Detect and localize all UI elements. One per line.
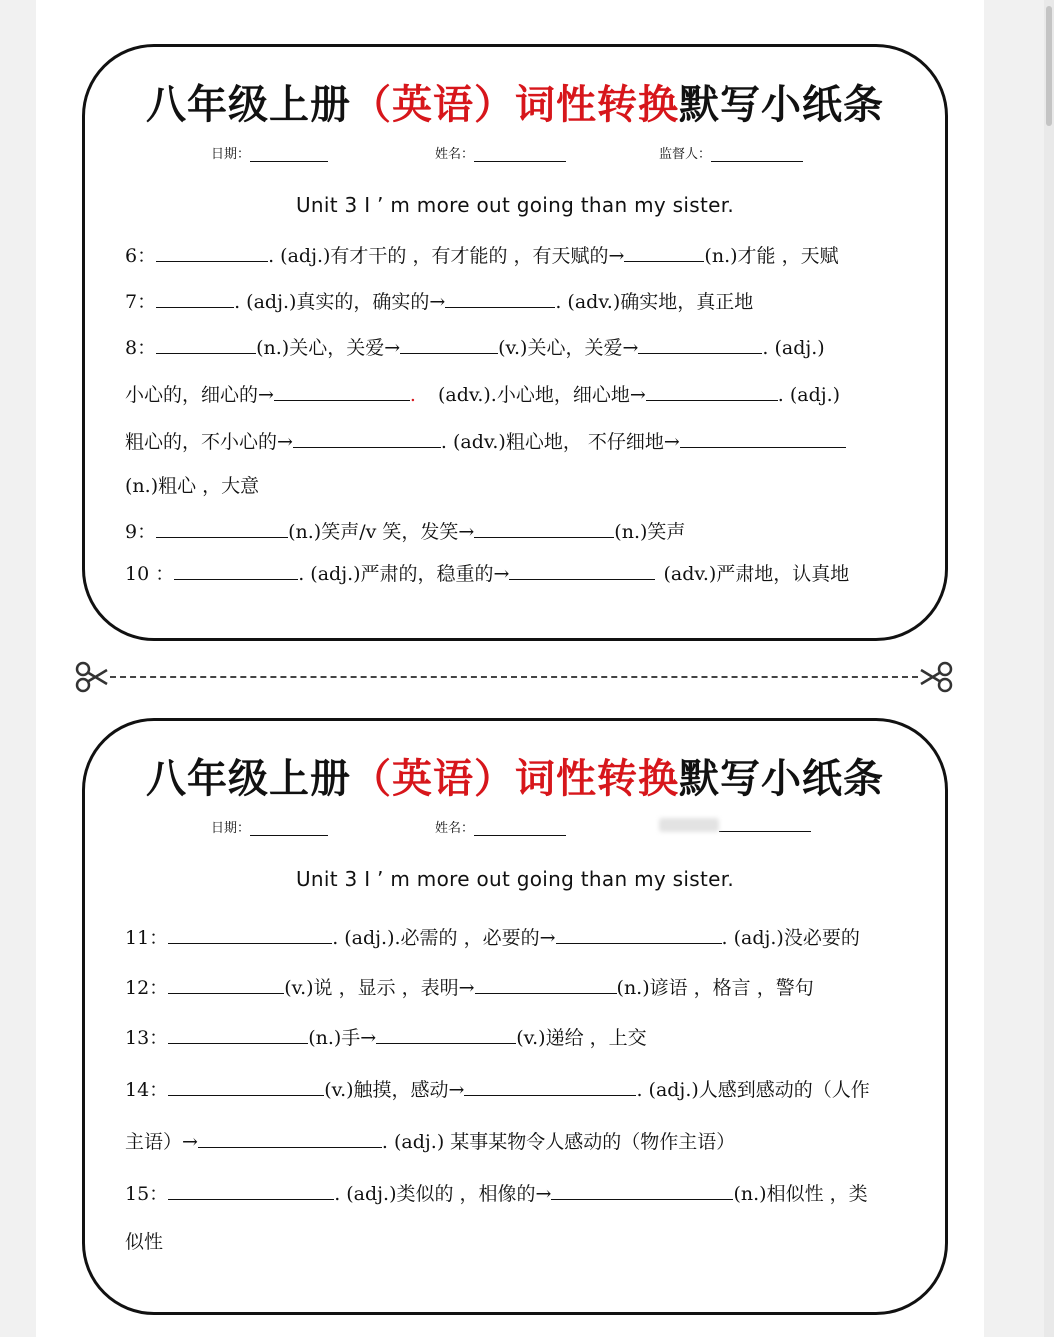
unit-heading: Unit 3 I ’ m more out going than my sister. <box>295 867 735 891</box>
question-text: (n.)相似性 ，类 <box>733 1183 868 1205</box>
answer-blank[interactable] <box>475 973 617 994</box>
question-8-line-3 <box>125 427 846 455</box>
date-blank[interactable] <box>250 147 328 162</box>
title-topic: 词性转换 <box>515 81 679 128</box>
question-6 <box>125 241 839 269</box>
title-subject: （英语） <box>351 81 515 128</box>
question-number: 9： <box>125 521 157 543</box>
name-label: 姓名： <box>435 821 475 836</box>
question-13 <box>125 1023 647 1051</box>
answer-blank[interactable] <box>174 559 298 580</box>
name-field[interactable] <box>435 143 566 162</box>
answer-blank[interactable] <box>156 333 256 354</box>
title-grade: 八年级上册 <box>146 81 351 128</box>
supervisor-field[interactable] <box>659 143 803 162</box>
question-text: (n.)手→ <box>308 1027 377 1049</box>
answer-blank[interactable] <box>156 287 234 308</box>
card-title <box>85 73 945 130</box>
question-number: 13： <box>125 1027 169 1049</box>
question-14 <box>125 1075 870 1103</box>
answer-blank[interactable] <box>156 517 288 538</box>
question-8-line-2 <box>125 380 840 408</box>
question-text: . (adj.)没必要的 <box>721 927 860 949</box>
answer-blank[interactable] <box>376 1023 516 1044</box>
cut-line <box>74 660 954 694</box>
answer-blank[interactable] <box>474 517 614 538</box>
question-text: (v.)说 ，显示 ，表明→ <box>284 977 475 999</box>
question-text: (n.)粗心 ，大意 <box>125 475 260 497</box>
answer-blank[interactable] <box>509 559 655 580</box>
date-field[interactable] <box>211 143 328 162</box>
scrollbar-thumb[interactable] <box>1046 6 1052 126</box>
supervisor-blank[interactable] <box>719 817 811 832</box>
question-text: (v.)触摸，感动→ <box>324 1079 465 1101</box>
question-text: (adv.).小心地，细心地→ <box>437 384 646 406</box>
dictation-card-1 <box>82 44 948 641</box>
question-text: (n.)笑声 <box>614 521 686 543</box>
question-text: . (adj.)有才干的 ，有才能的 ，有天赋的→ <box>268 245 625 267</box>
unit-heading: Unit 3 I ’ m more out going than my sister. <box>295 193 735 217</box>
question-number: 14： <box>125 1079 169 1101</box>
date-label: 日期： <box>211 147 251 162</box>
question-7 <box>125 287 753 315</box>
name-label: 姓名： <box>435 147 475 162</box>
title-grade: 八年级上册 <box>146 755 351 802</box>
answer-blank[interactable] <box>293 427 441 448</box>
question-text: . (adj.)严肃的，稳重的→ <box>298 563 510 585</box>
answer-blank[interactable] <box>680 427 846 448</box>
answer-blank[interactable] <box>274 380 410 401</box>
question-11 <box>125 923 860 951</box>
name-blank[interactable] <box>474 821 566 836</box>
answer-blank[interactable] <box>168 1023 308 1044</box>
question-10 <box>125 559 849 587</box>
scissors-icon <box>74 660 108 694</box>
title-subject: （英语） <box>351 755 515 802</box>
question-text: 似性 <box>125 1231 164 1253</box>
scissors-icon <box>920 660 954 694</box>
blurred-label <box>659 818 719 832</box>
info-row <box>85 143 945 165</box>
answer-blank[interactable] <box>168 1179 334 1200</box>
question-text: . (adj.) <box>777 384 841 406</box>
question-8 <box>125 333 825 361</box>
answer-blank[interactable] <box>198 1127 382 1148</box>
card-title <box>85 747 945 804</box>
question-14-line-2 <box>125 1127 735 1155</box>
question-number: 12： <box>125 977 169 999</box>
question-text: . (adj.).必需的 ，必要的→ <box>332 927 556 949</box>
dictation-card-2 <box>82 718 948 1315</box>
answer-blank[interactable] <box>464 1075 636 1096</box>
answer-blank[interactable] <box>156 241 268 262</box>
info-row <box>85 817 945 839</box>
question-number: 8： <box>125 337 157 359</box>
question-number: 15： <box>125 1183 169 1205</box>
title-topic: 词性转换 <box>515 755 679 802</box>
dashed-line <box>110 676 918 678</box>
answer-blank[interactable] <box>638 333 762 354</box>
question-text: (adv.)严肃地，认真地 <box>663 563 850 585</box>
question-number: 11： <box>125 927 169 949</box>
answer-blank[interactable] <box>445 287 555 308</box>
answer-blank[interactable] <box>400 333 498 354</box>
question-text: . (adj.)类似的 ，相像的→ <box>334 1183 552 1205</box>
question-text: . (adj.)人感到感动的（人作 <box>636 1079 870 1101</box>
question-text: (n.)谚语 ，格言 ，警句 <box>616 977 814 999</box>
answer-blank[interactable] <box>551 1179 733 1200</box>
question-number: 10 ： <box>125 563 175 585</box>
question-text: (n.)关心，关爱→ <box>256 337 401 359</box>
question-text: (v.)关心，关爱→ <box>498 337 639 359</box>
question-text: 小心的，细心的→ <box>125 384 274 406</box>
answer-blank[interactable] <box>168 1075 324 1096</box>
answer-blank[interactable] <box>646 380 778 401</box>
question-text: 粗心的，不小心的→ <box>125 431 293 453</box>
question-text: . (adv.)确实地，真正地 <box>555 291 754 313</box>
answer-blank[interactable] <box>168 973 284 994</box>
answer-blank[interactable] <box>168 923 332 944</box>
question-text: (v.)递给 ，上交 <box>516 1027 647 1049</box>
supervisor-blank[interactable] <box>711 147 803 162</box>
scrollbar-track[interactable] <box>1044 0 1054 1337</box>
name-field[interactable] <box>435 817 566 836</box>
date-blank[interactable] <box>250 821 328 836</box>
supervisor-label: 监督人： <box>659 147 712 162</box>
question-8-line-4 <box>125 473 259 499</box>
title-suffix: 默写小纸条 <box>679 755 884 802</box>
question-text: . (adj.) 某事某物令人感动的（物作主语） <box>381 1131 736 1153</box>
question-12 <box>125 973 814 1001</box>
question-text: . (adv.)粗心地， 不仔细地→ <box>440 431 680 453</box>
question-15-line-2 <box>125 1229 163 1255</box>
date-label: 日期： <box>211 821 251 836</box>
question-number: 7： <box>125 291 157 313</box>
question-text: . (adj.)真实的，确实的→ <box>234 291 446 313</box>
question-text: (n.)笑声/v 笑，发笑→ <box>288 521 475 543</box>
question-text: . (adj.) <box>762 337 825 359</box>
red-dot: . <box>409 384 416 406</box>
question-9 <box>125 517 685 545</box>
answer-blank[interactable] <box>624 241 704 262</box>
date-field[interactable] <box>211 817 328 836</box>
supervisor-field[interactable] <box>659 817 811 832</box>
question-15 <box>125 1179 868 1207</box>
question-number: 6： <box>125 245 157 267</box>
question-text: (n.)才能 ，天赋 <box>704 245 839 267</box>
title-suffix: 默写小纸条 <box>679 81 884 128</box>
answer-blank[interactable] <box>556 923 722 944</box>
name-blank[interactable] <box>474 147 566 162</box>
question-text: 主语）→ <box>125 1131 198 1153</box>
